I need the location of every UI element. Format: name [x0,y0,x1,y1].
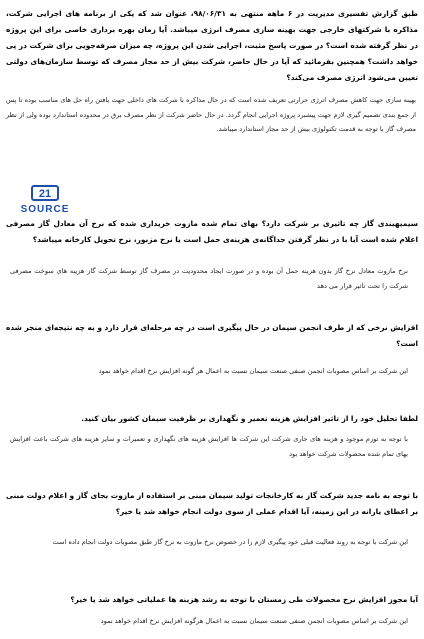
answer-gas-rationing: نرخ مازوت معادل نرخ گاز بدون هزینه حمل آن بوده و در صورت ایجاد محدودیت در مصرف گاز توسط شرکت گاز هزینه های سوخت مصرفی شرکت را تحت تاثیر قرار می دهد [10,267,408,290]
answer-intro: بهینه سازی جهت کاهش مصرف انرژی حرارتی تعریف شده است که در حال مذاکره با شرکت های داخلی جهت یافتن راه حل های مناسب بوده تا پس از جمع بندی تصمیم گیری لازم جهت پیشبرد پروژه اجرایی انجام گردد. در حال حاضر شرکت از نظر مصرف برق در محدوده استاندارد بوده ولی از نظر مصرف گاز با توجه به قدمت تکنولوژی بیش از حد مجاز استاندارد میباشد. [6,96,416,133]
logo-text: SOURCE [20,204,70,215]
source-logo [14,185,76,215]
answer-maintenance-cost: با توجه به تورم موجود و هزینه های جاری شرکت این شرکت ها افزایش هزینه های نگهداری و تعمیرات و سایر هزینه های شرکت باعث افزایش بهای تمام شده محصولات شرکت خواهد بود [10,435,408,458]
logo-numeral: 21 [38,188,52,200]
answer-price-increase: این شرکت بر اساس مصوبات انجمن صنفی صنعت سیمان نسبت به اعمال هر گونه افزایش نرخ اقدام خواهد نمود [98,367,408,375]
question-gas-rationing: سیمیهبندی گاز چه تاثیری بر شرکت دارد؟ بهای تمام شده مازوت خریداری شده که نرخ آن معادل گاز مصرفی اعلام شده است آیا با در نظر گرفتن جداگانه‌ی هزینه‌ی حمل است یا نرخ مزبور، نرخ تحویل کارخانه میباشد؟ [6,219,418,244]
answer-mazut-subsidy: این شرکت با توجه به روند فعالیت قبلی خود پیگیری لازم را در خصوص نرخ مازوت به نرخ گاز طبق مصوبات دولت انجام داده است [52,538,408,546]
question-price-increase: افزایش نرخی که از طرف انجمن سیمان در حال پیگیری است در چه مرحله‌ای قرار دارد و به چه نتیجه‌ای منجر شده است؟ [6,323,418,348]
question-mazut-subsidy: با توجه به نامه جدید شرکت گاز به کارخانجات تولید سیمان مبنی بر استفاده از مازوت بجای گاز و اعلام دولت مبنی بر اعطای یارانه در این زمینه، آیا اقدام عملی از سوی دولت انجام خواهد شد یا خیر؟ [6,491,418,516]
answer-winter-price: این شرکت بر اساس مصوبات انجمن صنفی صنعت سیمان نسبت به اعمال هرگونه افزایش نرخ اقدام خواهد نمود [100,617,408,625]
question-maintenance-cost: لطفا تحلیل خود را از تاثیر افزایش هزینه تعمیر و نگهداری بر ظرفیت سیمان کشور بیان کنید. [81,414,418,423]
question-winter-price: آیا مجوز افزایش نرخ محصولات طی زمستان با توجه به رشد هزینه ها عملیاتی خواهد شد یا خیر؟ [70,595,418,604]
question-intro: طبق گزارش تفسیری مدیریت در ۶ ماهه منتهی به ۹۸/۰۶/۳۱، عنوان شد که یکی از برنامه های اجرایی شرکت، مذاکره با شرکتهای خارجی جهت بهینه سازی مصرف انرژی میباشد. آیا زمان بهره برداری خاصی برای این پروژه در نظر گرفته شده است؟ در صورت پاسخ مثبت، اجرایی شدن این پروژه، چه میزان صرفه‌جویی برای شرکت در پی خواهد داشت؟ همچنین بفرمائید که آیا در حال حاضر، شرکت بیش از حد مجاز مصرف که توسط سازمان‌های دولتی تعیین می‌شود انرژی مصرف می‌کند؟ [6,9,418,82]
